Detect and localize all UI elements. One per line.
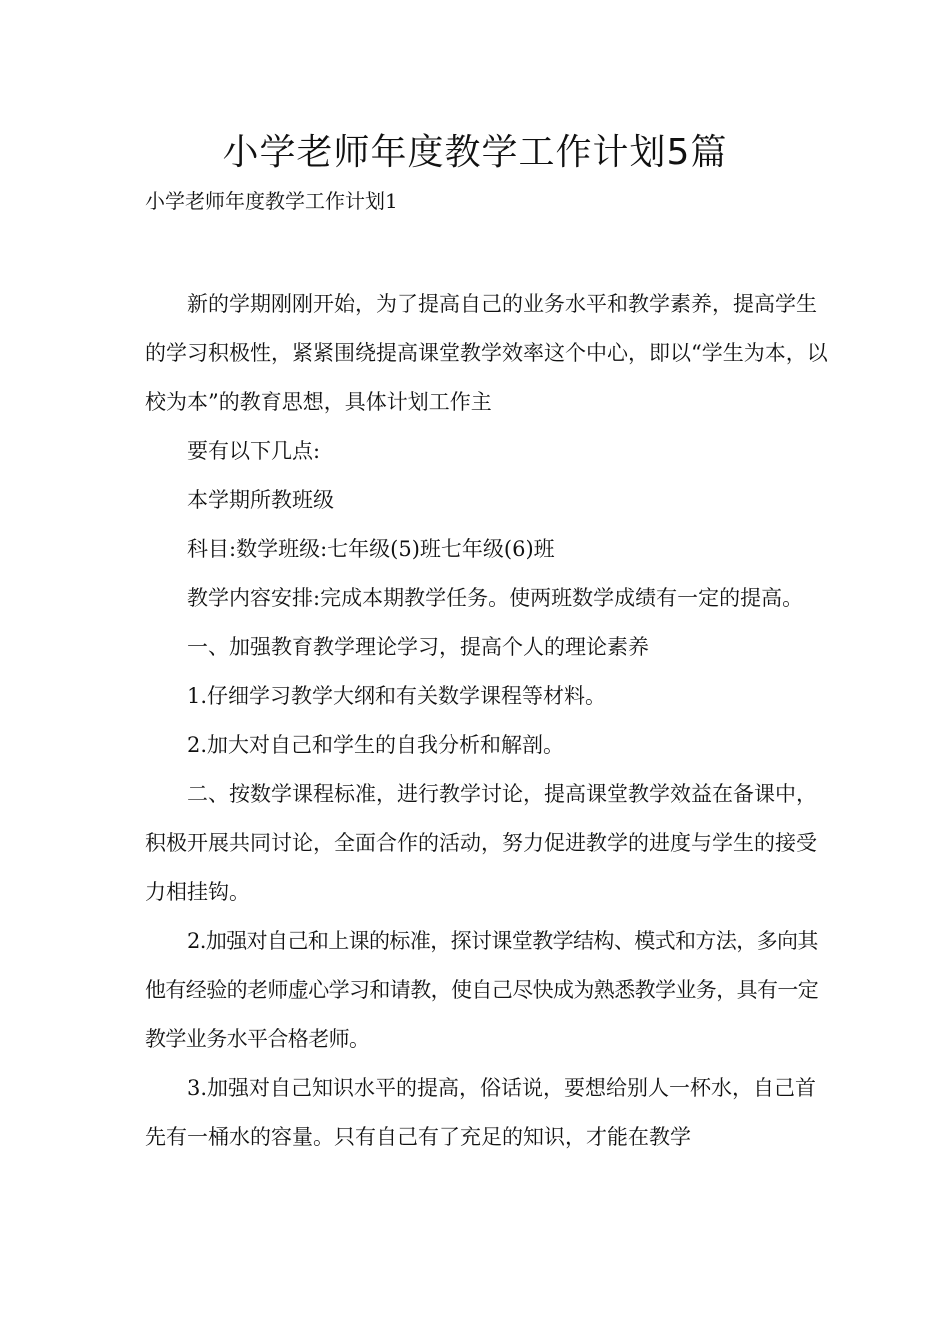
paragraph: 教学内容安排:完成本期教学任务。使两班数学成绩有一定的提高。: [187, 586, 804, 610]
paragraph: 科目:数学班级:七年级(5)班七年级(6)班: [187, 537, 555, 561]
paragraph: 二、按数学课程标准，进行教学讨论，提高课堂教学效益在备课中，积极开展共同讨论，全面合作的活动，努力促进教学的进度与学生的接受力相挂钩。: [145, 782, 817, 904]
paragraph: 2.加强对自己和上课的标准，探讨课堂教学结构、模式和方法，多向其他有经验的老师虚心学习和请教，使自己尽快成为熟悉教学业务，具有一定教学业务水平合格老师。: [145, 929, 819, 1051]
paragraph: 2.加大对自己和学生的自我分析和解剖。: [187, 733, 565, 757]
paragraph: 本学期所教班级: [187, 488, 334, 512]
paragraph: 新的学期刚刚开始，为了提高自己的业务水平和教学素养，提高学生的学习积极性，紧紧围绕提高课堂教学效率这个中心，即以“学生为本，以校为本”的教育思想，具体计划工作主: [145, 292, 828, 414]
paragraph: 3.加强对自己知识水平的提高，俗话说，要想给别人一杯水，自己首先有一桶水的容量。只有自己有了充足的知识，才能在教学: [145, 1076, 817, 1149]
document-subtitle: 小学老师年度教学工作计划1: [145, 189, 398, 213]
document-body: [145, 280, 835, 1162]
paragraph: 1.仔细学习教学大纲和有关数学课程等材料。: [187, 684, 607, 708]
paragraph: 要有以下几点:: [187, 439, 321, 463]
paragraph: 一、加强教育教学理论学习，提高个人的理论素养: [187, 635, 649, 659]
document-title: 小学老师年度教学工作计划5篇: [222, 132, 728, 173]
